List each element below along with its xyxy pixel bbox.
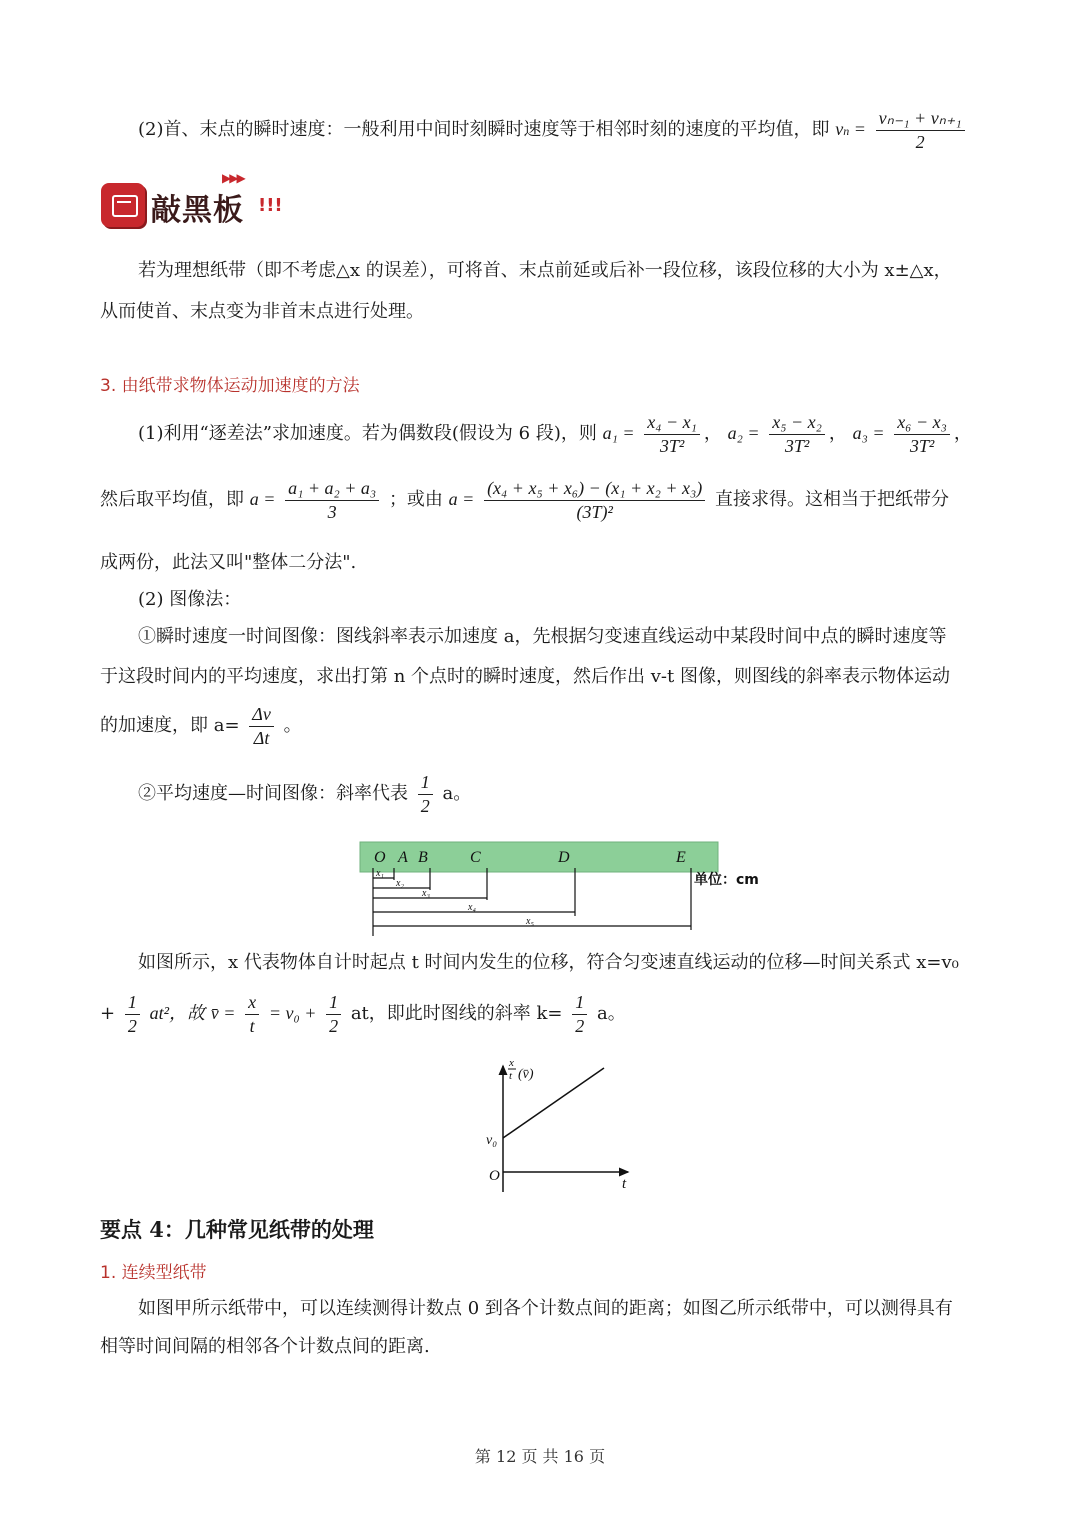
differencing-line: (1)利用“逐差法”求加速度。若为偶数段(假设为 6 段)，则 a₁ = $\frac{\text{x₄ − x₁}}{\text{3T²}}$ ， a₂ = $\frac{\text{x₅ − x₂}}{\text{3T²}}$ ， a₃ = $\frac{\text{x₆ − x₃}}{\text{3T²}}$ ， <box>138 412 972 456</box>
vt-graph-line-2: 于这段时间内的平均速度，求出打第 n 个点时的瞬时速度，然后作出 v-t 图像，则图线的斜率表示物体运动 <box>100 666 950 687</box>
origin-label: O <box>489 1168 500 1184</box>
a2-fraction: $\frac{\text{x₅ − x₂}}{\text{3T²}}$ <box>769 412 825 456</box>
t-label: t <box>622 1176 627 1192</box>
tape-label-D: D <box>558 849 570 866</box>
avg-fraction: $\frac{\text{a₁ + a₂ + a₃}}{3}$ <box>285 478 379 522</box>
average-line: 然后取平均值，即 a = $\frac{\text{a₁ + a₂ + a₃}}{3}$ ；或由 a = $\frac{\text{(x₄ + x₅ + x₆) − (x₁ + x₂ + x₃)}}{\text{(3T)²}}$ 直接求得。这相当于把纸带分 <box>100 478 949 522</box>
first-end-velocity-text: (2)首、末点的瞬时速度：一般利用中间时刻瞬时速度等于相邻时刻的速度的平均值，即 <box>138 119 830 141</box>
two-halves-line: 成两份，此法又叫"整体二分法". <box>100 552 357 573</box>
section-4-title: 要点 4：几种常见纸带的处理 <box>100 1217 374 1242</box>
page-footer: 第 12 页 共 16 页 <box>474 1447 606 1466</box>
vn-fraction <box>876 108 965 152</box>
section-3-title: 3. 由纸带求物体运动加速度的方法 <box>100 376 360 396</box>
a1-fraction: $\frac{\text{x₄ − x₁}}{\text{3T²}}$ <box>644 412 700 456</box>
paper-tape-figure <box>358 838 778 938</box>
first-end-velocity-line <box>138 108 969 152</box>
tape-label-E: E <box>676 849 686 866</box>
vn-denominator: 2 <box>915 131 925 152</box>
graph-method-line: (2) 图像法： <box>138 589 242 610</box>
a1-lhs: a₁ = <box>602 423 635 444</box>
x4-label: x₄ <box>468 902 476 913</box>
knock-blackboard-badge <box>101 171 301 229</box>
y-label-num: x <box>509 1057 514 1069</box>
badge-title: 敲黑板 <box>151 193 244 228</box>
badge-exclaim: !!! <box>258 195 283 216</box>
y-label-paren: (v̄) <box>518 1067 534 1082</box>
a3-lhs: a₃ = <box>852 423 885 444</box>
half-fraction: $\frac{1}{2}$ <box>418 772 433 816</box>
average-text: 然后取平均值，即 <box>100 489 244 511</box>
tape-label-A: A <box>398 849 408 866</box>
xt-graph <box>480 1056 640 1200</box>
x5-label: x₅ <box>526 916 534 927</box>
tape-label-O: O <box>374 849 386 866</box>
continuous-tape-line-2: 相等时间间隔的相邻各个计数点间的距离. <box>100 1336 430 1357</box>
x1-label: x₁ <box>376 868 384 879</box>
vn-lhs: vn = <box>835 119 866 140</box>
continuous-tape-line-1: 如图甲所示纸带中，可以连续测得计数点 0 到各个计数点间的距离；如图乙所示纸带中，可以测得具有 <box>138 1298 953 1319</box>
dv-dt-fraction: $\frac{\Delta v}{\Delta t}$ <box>249 704 274 748</box>
v0-label: v₀ <box>486 1133 498 1148</box>
x2-label: x₂ <box>396 878 404 889</box>
y-label-den: t <box>509 1070 513 1082</box>
blackboard-icon <box>101 183 145 227</box>
paper-tape <box>360 842 718 872</box>
a3-fraction: $\frac{\text{x₆ − x₃}}{\text{3T²}}$ <box>894 412 950 456</box>
x3-label: x₃ <box>422 888 430 899</box>
continuous-tape-subtitle: 1. 连续型纸带 <box>100 1263 207 1283</box>
arrows-icon: ▶▶▶ <box>222 171 244 185</box>
vt-graph-line-3: 的加速度，即 a= $\frac{\Delta v}{\Delta t}$ 。 <box>100 704 302 748</box>
vn-numerator: vₙ₋₁ + vₙ₊₁ <box>876 108 965 131</box>
tape-unit: 单位：cm <box>694 872 759 888</box>
avg-velocity-graph-line: ②平均速度—时间图像：斜率代表 $\frac{1}{2}$ a。 <box>138 772 472 816</box>
tape-label-B: B <box>418 849 428 866</box>
a2-lhs: a₂ = <box>727 423 760 444</box>
explain-line-2: + $\frac{1}{2}$ at²，故 v̄ = $\frac{x}{t}$ = v₀ + $\frac{1}{2}$ at，即此时图线的斜率 k= $\frac{1}{2}$ a。 <box>100 992 626 1036</box>
total-fraction: $\frac{\text{(x₄ + x₅ + x₆) − (x₁ + x₂ + x₃)}}{\text{(3T)²}}$ <box>484 478 705 522</box>
note-line-2: 从而使首、末点变为非首末点进行处理。 <box>100 301 424 322</box>
explain-line-1: 如图所示，x 代表物体自计时起点 t 时间内发生的位移，符合匀变速直线运动的位移—时间关系式 x=v₀ <box>138 952 959 973</box>
tape-label-C: C <box>470 849 481 866</box>
note-line-1: 若为理想纸带（即不考虑△x 的误差），可将首、末点前延或后补一段位移，该段位移的大小为 x±△x， <box>138 260 952 281</box>
differencing-text: (1)利用“逐差法”求加速度。若为偶数段(假设为 6 段)，则 <box>138 423 597 445</box>
vt-graph-line-1: ①瞬时速度一时间图像：图线斜率表示加速度 a，先根据匀变速直线运动中某段时间中点的瞬时速度等 <box>138 626 947 647</box>
